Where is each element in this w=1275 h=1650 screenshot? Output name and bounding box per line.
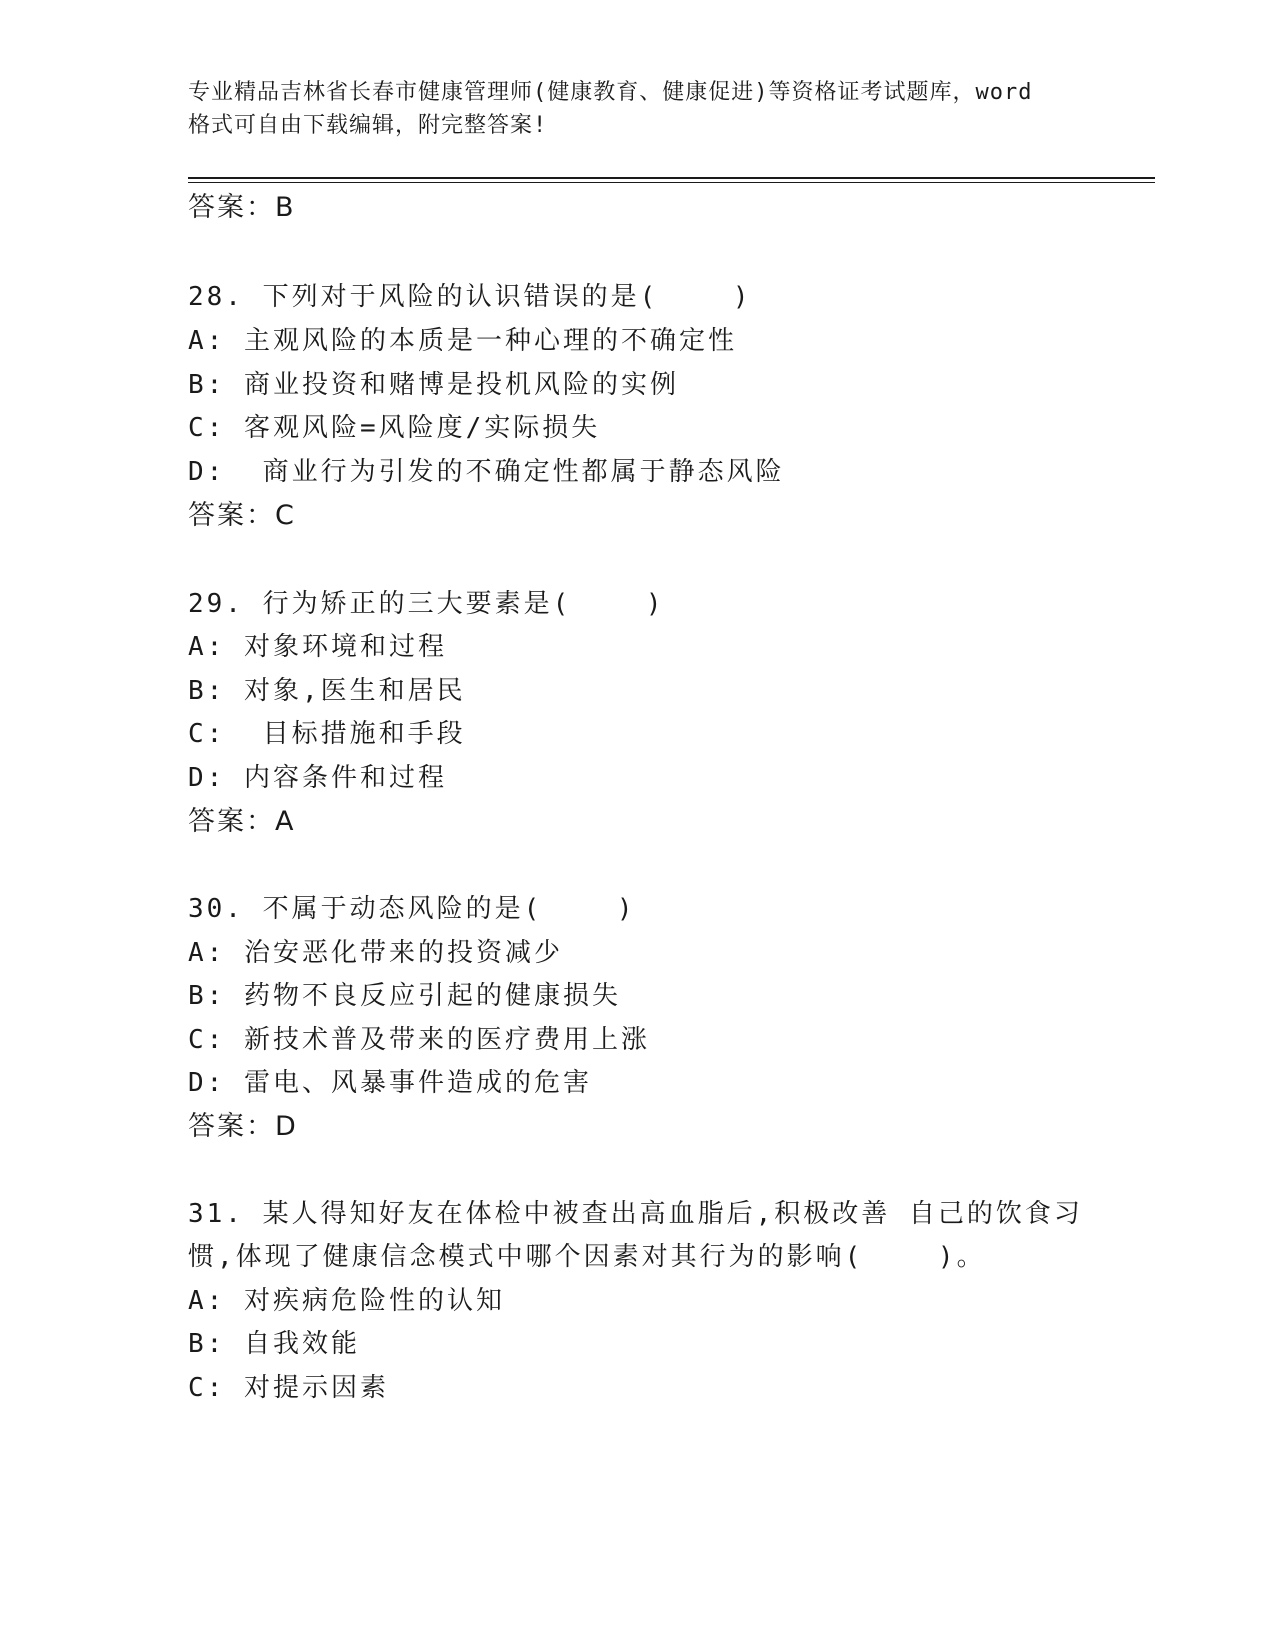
answer-prev: 答案：B [188,192,296,223]
document-header [188,76,1088,142]
question-29-option-d: D: 内容条件和过程 [188,763,447,793]
question-28-option-c: C: 客观风险=风险度/实际损失 [188,413,601,443]
question-30-option-b: B: 药物不良反应引起的健康损失 [188,981,621,1011]
question-31-option-c: C: 对提示因素 [188,1373,389,1403]
question-28-option-b: B: 商业投资和赌博是投机风险的实例 [188,370,679,400]
question-28-answer: 答案：C [188,500,296,531]
question-31-option-a: A: 对疾病危险性的认知 [188,1286,505,1316]
question-28-stem: 28. 下列对于风险的认识错误的是( ) [188,282,752,312]
header-rule-thin [188,182,1155,183]
question-30-option-a: A: 治安恶化带来的投资减少 [188,938,563,968]
question-28-option-d: D: 商业行为引发的不确定性都属于静态风险 [188,457,785,487]
question-29-option-a: A: 对象环境和过程 [188,632,447,662]
question-31-stem-line-1: 31. 某人得知好友在体检中被查出高血脂后,积极改善 自己的饮食习 [188,1199,1083,1229]
question-31-stem-line-2: 惯,体现了健康信念模式中哪个因素对其行为的影响( )。 [188,1242,986,1272]
question-29-option-c: C: 目标措施和手段 [188,719,466,749]
question-30-option-c: C: 新技术普及带来的医疗费用上涨 [188,1025,650,1055]
question-29-option-b: B: 对象,医生和居民 [188,676,466,706]
question-30-option-d: D: 雷电、风暴事件造成的危害 [188,1068,592,1098]
question-29-answer: 答案：A [188,806,296,837]
header-rule-thick [188,177,1155,179]
question-30-answer: 答案：D [188,1111,298,1142]
question-31-option-b: B: 自我效能 [188,1329,360,1359]
question-29-stem: 29. 行为矫正的三大要素是( ) [188,589,665,619]
header-line-1: 专业精品吉林省长春市健康管理师(健康教育、健康促进)等资格证考试题库，word [188,80,1033,105]
header-line-2: 格式可自由下载编辑，附完整答案! [188,113,548,138]
question-28-option-a: A: 主观风险的本质是一种心理的不确定性 [188,326,737,356]
question-30-stem: 30. 不属于动态风险的是( ) [188,894,636,924]
